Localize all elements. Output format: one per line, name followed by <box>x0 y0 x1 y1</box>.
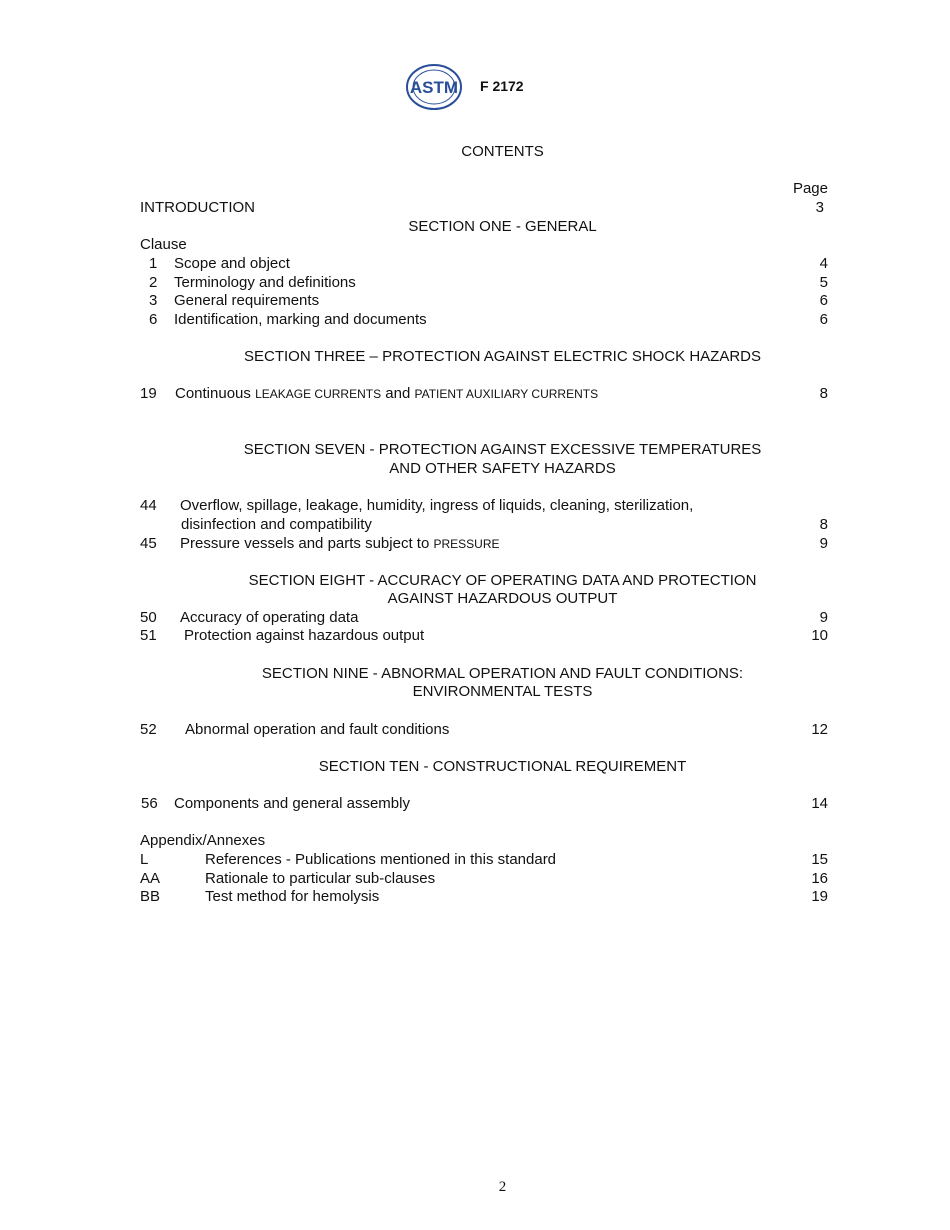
section-nine-heading-line2: ENVIRONMENTAL TESTS <box>412 683 593 700</box>
title-part: Continuous <box>175 385 256 402</box>
clause-label: Clause <box>140 236 187 253</box>
toc-entry-number: 45 <box>140 535 157 552</box>
section-ten-heading: SECTION TEN - CONSTRUCTIONAL REQUIREMENT <box>318 758 687 775</box>
toc-entry-title: Test method for hemolysis <box>205 888 380 905</box>
section-eight-heading: SECTION EIGHT - ACCURACY OF OPERATING DATA AND PROTECTION <box>248 572 757 589</box>
toc-entry-page: 12 <box>811 721 828 738</box>
standard-designation: F 2172 <box>480 78 524 94</box>
introduction-page: 3 <box>815 199 824 216</box>
toc-entry-title: Scope and object <box>174 255 290 272</box>
toc-entry-page: 10 <box>811 627 828 644</box>
toc-entry-title: Components and general assembly <box>174 795 410 812</box>
toc-entry-title: Rationale to particular sub-clauses <box>205 870 436 887</box>
section-three-heading: SECTION THREE – PROTECTION AGAINST ELECTRIC SHOCK HAZARDS <box>243 348 762 365</box>
small-caps-term: PRESSURE <box>433 537 500 551</box>
toc-entry-title-continued: disinfection and compatibility <box>181 516 372 533</box>
small-caps-term: PATIENT AUXILIARY CURRENTS <box>414 387 599 401</box>
toc-entry-title: Protection against hazardous output <box>184 627 425 644</box>
toc-entry-title: Accuracy of operating data <box>180 609 359 626</box>
toc-entry-page: 4 <box>819 255 828 272</box>
toc-entry-number: L <box>140 851 149 868</box>
toc-entry-page: 9 <box>819 609 828 626</box>
page-number: 2 <box>498 1179 507 1195</box>
toc-entry-page: 8 <box>819 385 828 402</box>
toc-entry-title: Identification, marking and documents <box>174 311 427 328</box>
introduction-label: INTRODUCTION <box>140 199 255 216</box>
toc-entry-number: 56 <box>141 795 158 812</box>
toc-entry-number: BB <box>140 888 161 905</box>
toc-entry-number: 50 <box>140 609 157 626</box>
section-nine-heading: SECTION NINE - ABNORMAL OPERATION AND FAULT CONDITIONS: <box>261 665 744 682</box>
toc-entry-number: 1 <box>149 255 158 272</box>
toc-entry-page: 9 <box>819 535 828 552</box>
toc-entry-title: Overflow, spillage, leakage, humidity, ingress of liquids, cleaning, sterilization, <box>180 497 694 514</box>
toc-entry-title: Terminology and definitions <box>174 274 356 291</box>
toc-entry-number: 52 <box>140 721 157 738</box>
toc-entry-number: 2 <box>149 274 158 291</box>
toc-entry-page: 6 <box>819 292 828 309</box>
section-seven-heading-line2: AND OTHER SAFETY HAZARDS <box>389 460 616 477</box>
toc-entry-page: 5 <box>819 274 828 291</box>
toc-entry-number: 51 <box>140 627 157 644</box>
toc-entry-title: Abnormal operation and fault conditions <box>185 721 450 738</box>
toc-entry-page: 19 <box>811 888 828 905</box>
section-eight-heading-line2: AGAINST HAZARDOUS OUTPUT <box>387 590 618 607</box>
toc-entry-page: 14 <box>811 795 828 812</box>
appendix-label: Appendix/Annexes <box>140 832 266 849</box>
toc-entry-number: 3 <box>149 292 158 309</box>
contents-title: CONTENTS <box>461 143 544 160</box>
section-one-heading: SECTION ONE - GENERAL <box>408 218 597 235</box>
toc-entry-number: 44 <box>140 497 157 514</box>
section-seven-heading: SECTION SEVEN - PROTECTION AGAINST EXCESSIVE TEMPERATURES <box>243 441 762 458</box>
toc-entry-title: General requirements <box>174 292 320 309</box>
toc-entry-number: 6 <box>149 311 158 328</box>
toc-entry-page: 16 <box>811 870 828 887</box>
toc-entry-page: 8 <box>819 516 828 533</box>
page-column-label: Page <box>792 180 828 197</box>
toc-entry-title <box>180 535 500 553</box>
toc-entry-page: 15 <box>811 851 828 868</box>
astm-logo <box>406 62 462 112</box>
astm-logo-text: ASTM <box>409 78 459 97</box>
toc-entry-title: References - Publications mentioned in this standard <box>205 851 557 868</box>
toc-entry-number: AA <box>140 870 161 887</box>
toc-entry-title <box>175 385 598 403</box>
title-part: Pressure vessels and parts subject to <box>180 535 434 552</box>
toc-entry-page: 6 <box>819 311 828 328</box>
title-part: and <box>381 385 415 402</box>
toc-entry-number: 19 <box>140 385 157 402</box>
small-caps-term: LEAKAGE CURRENTS <box>255 387 382 401</box>
